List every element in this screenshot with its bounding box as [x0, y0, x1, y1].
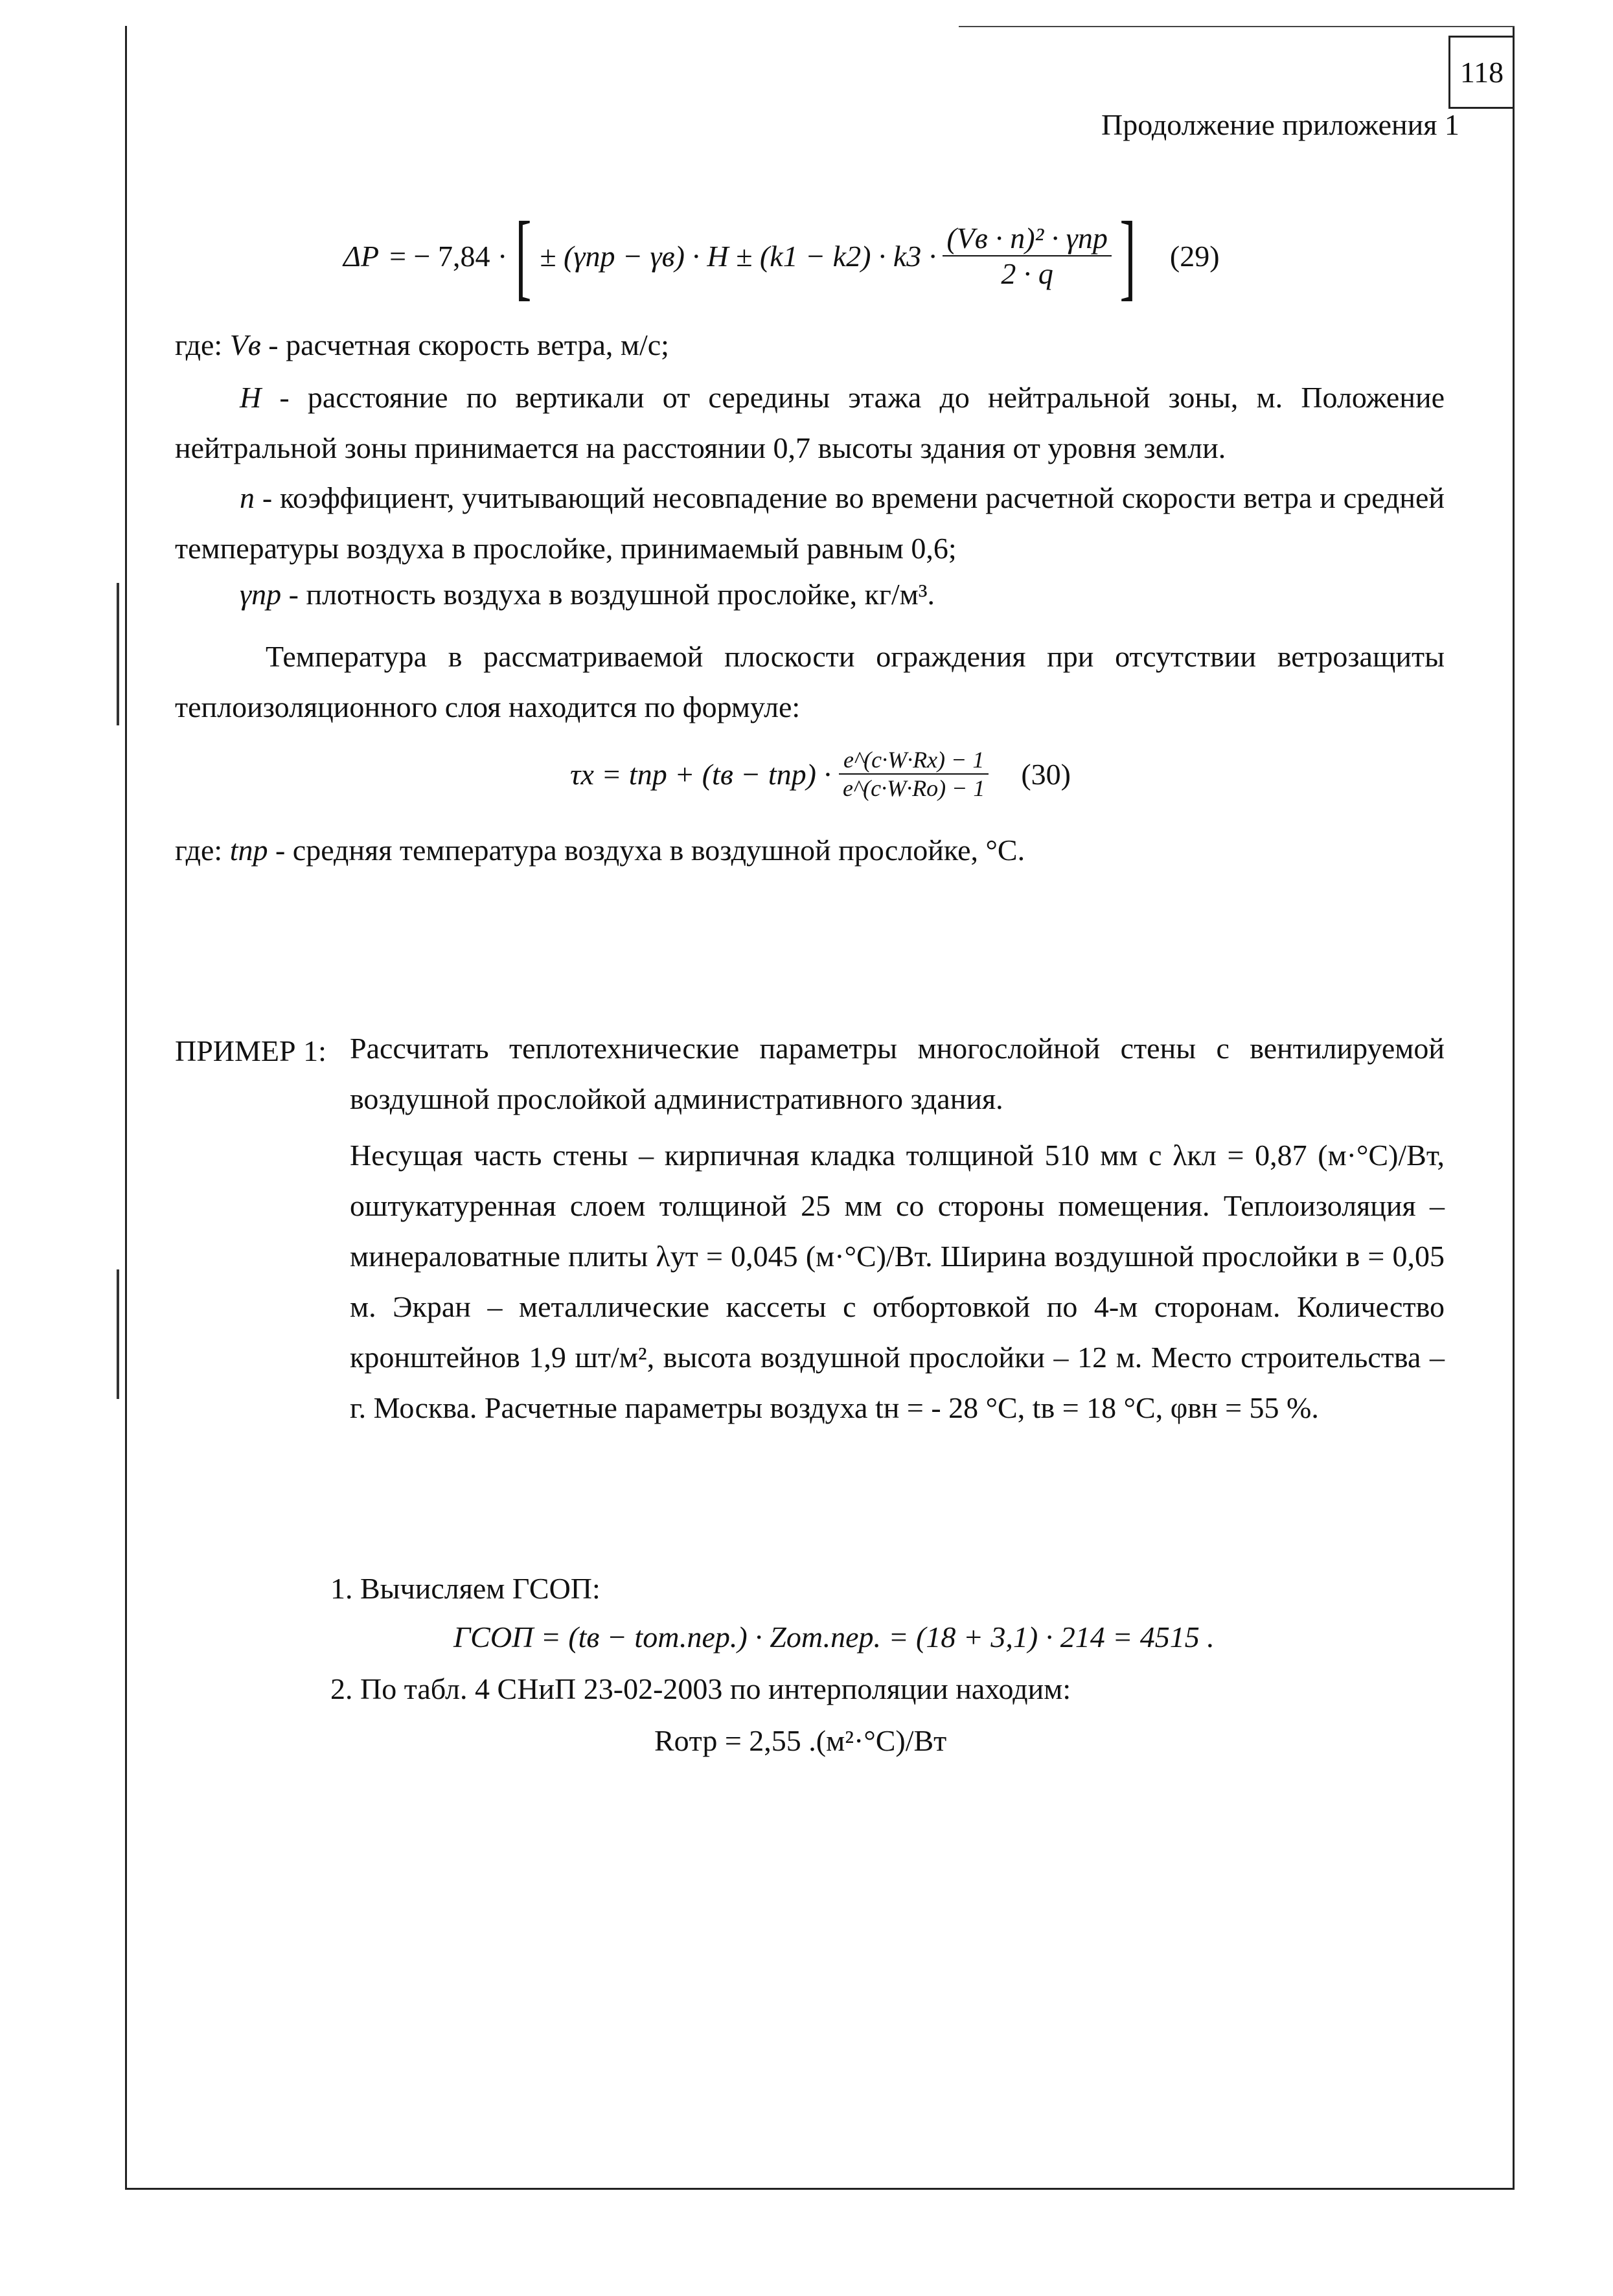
where-h-paragraph — [175, 372, 1445, 473]
where-gamma-line — [240, 576, 935, 612]
page-frame-right — [1513, 26, 1515, 2189]
scan-mark — [117, 583, 119, 725]
formula-29-coef: = − 7,84 · — [389, 239, 508, 273]
formula-29 — [343, 191, 1220, 321]
formula-29-body: ± (γпр − γв) · H ± (k1 − k2) · k3 · — [540, 239, 937, 273]
formula-30-lhs: τx = tпр + (tв − tпр) · — [570, 757, 831, 791]
scan-mark — [117, 1269, 119, 1399]
v-description: - расчетная скорость ветра, м/с; — [268, 328, 669, 361]
h-description: - расстояние по вертикали от середины этажа до нейтральной зоны, м. Положение нейтральной зоны принимается на расстоянии 0,7 высоты здания от уровня земли. — [175, 381, 1445, 464]
example-label: ПРИМЕР 1: — [175, 1034, 326, 1067]
formula-30-label: (30) — [1021, 757, 1071, 791]
formula-29-lhs: ΔP — [343, 239, 380, 273]
where-lead: где: — [175, 328, 223, 361]
symbol-v: Vв — [229, 328, 261, 361]
formula-30-fraction — [839, 746, 989, 802]
page-frame-bottom — [125, 2188, 1515, 2190]
left-bracket-icon: [ — [515, 202, 532, 310]
where-lead-2: где: — [175, 834, 223, 867]
temperature-intro: Температура в рассматриваемой плоскости ограждения при отсутствии ветрозащиты теплоизоляционного слоя находится по формуле: — [175, 640, 1445, 723]
example-body: Несущая часть стены – кирпичная кладка толщиной 510 мм с λкл = 0,87 (м·°С)/Вт, оштукатуренная слоем толщиной 25 мм со стороны помещения. Теплоизоляция – минераловатные плиты λут = 0,045 (м·°С)/Вт. Ширина воздушной прослойки в = 0,05 м. Экран – металлические кассеты с отбортовкой по 4-м сторонам. Количество кронштейнов 1,9 шт/м², высота воздушной прослойки – 12 м. Место строительства – г. Москва. Расчетные параметры воздуха tн = - 28 °С, tв = 18 °С, φвн = 55 %. — [350, 1139, 1445, 1424]
symbol-t: tпр — [229, 834, 268, 867]
step-2: 2. По табл. 4 СНиП 23-02-2003 по интерполяции находим: — [330, 1672, 1071, 1705]
example-task: Рассчитать теплотехнические параметры многослойной стены с вентилируемой воздушной прослойкой административного здания. — [350, 1032, 1445, 1115]
formula-29-label: (29) — [1169, 239, 1220, 273]
n-description: - коэффициент, учитывающий несовпадение во времени расчетной скорости ветра и средней температуры воздуха в прослойке, принимаемый равным 0,6; — [175, 481, 1445, 565]
page-frame-top — [959, 26, 1515, 27]
r-formula: Roтр = 2,55 .(м²·°С)/Вт — [654, 1724, 947, 1757]
t-description: - средняя температура воздуха в воздушной прослойке, °С. — [275, 834, 1025, 867]
formula-29-fraction — [943, 221, 1112, 291]
symbol-n: n — [240, 481, 255, 514]
right-bracket-icon: ] — [1119, 202, 1136, 310]
page-number: 118 — [1448, 36, 1513, 109]
appendix-header: Продолжение приложения 1 — [1101, 108, 1459, 141]
page-frame-left — [125, 26, 127, 2189]
where-t-line — [175, 832, 1025, 868]
symbol-gamma: γпр — [240, 578, 282, 611]
formula-30-denominator: e^(c·W·Ro) − 1 — [842, 775, 985, 801]
where-v-line — [175, 327, 669, 363]
where-n-paragraph — [175, 473, 1445, 574]
formula-30 — [570, 729, 1071, 819]
formula-29-denominator: 2 · q — [1001, 257, 1053, 290]
gsop-formula: ГСОП = (tв − tот.пер.) · Zот.пер. = (18 + 3,1) · 214 = 4515 . — [453, 1620, 1215, 1654]
formula-29-numerator: (Vв · n)² · γпр — [943, 221, 1112, 256]
gamma-description: - плотность воздуха в воздушной прослойке, кг/м³. — [288, 578, 935, 611]
formula-30-numerator: e^(c·W·Rx) − 1 — [839, 746, 989, 775]
symbol-h: H — [240, 381, 262, 414]
step-1: 1. Вычисляем ГСОП: — [330, 1572, 601, 1605]
